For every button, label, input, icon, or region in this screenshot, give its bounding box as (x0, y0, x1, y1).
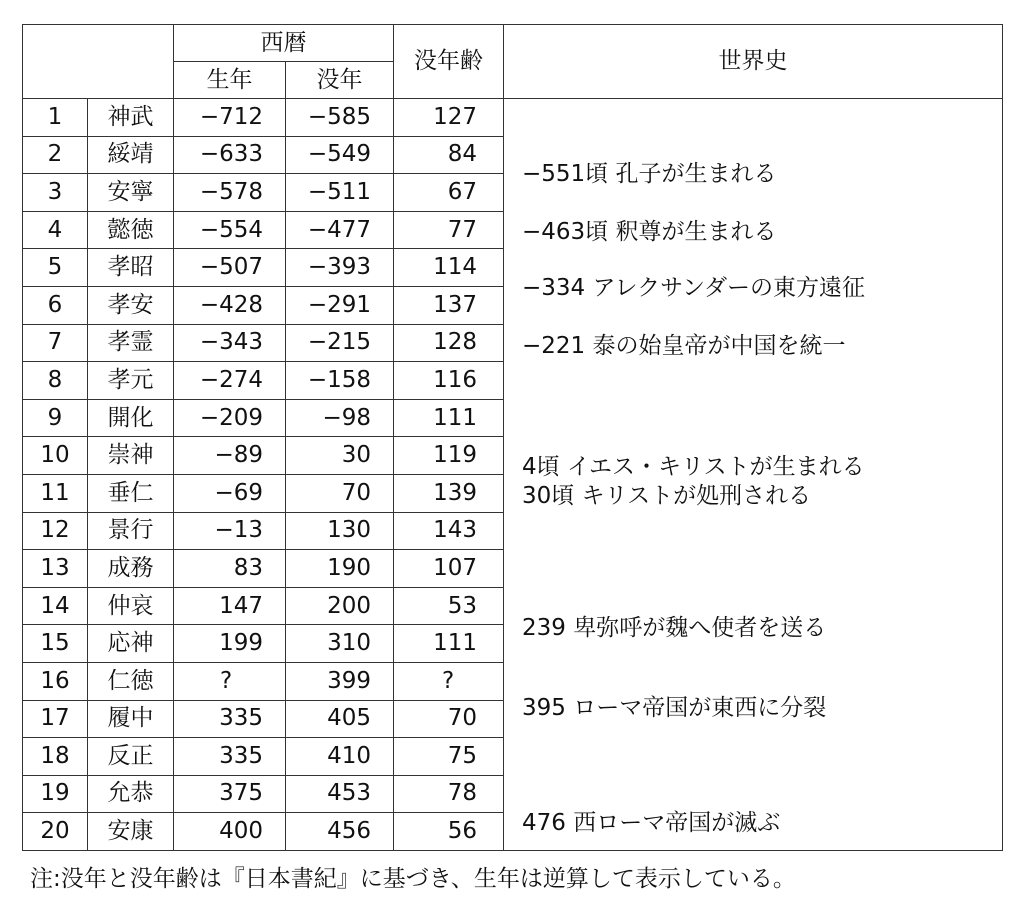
death-year: −511 (286, 174, 394, 212)
age-at-death: 78 (394, 775, 504, 813)
birth-year: −209 (174, 399, 286, 437)
death-year: −291 (286, 286, 394, 324)
row-number: 5 (23, 249, 88, 287)
row-number: 12 (23, 512, 88, 550)
row-number: 15 (23, 625, 88, 663)
age-at-death: 127 (394, 99, 504, 137)
death-year: 310 (286, 625, 394, 663)
death-year: 410 (286, 738, 394, 776)
death-year: 70 (286, 474, 394, 512)
birth-year: −507 (174, 249, 286, 287)
emperor-name: 安康 (88, 813, 174, 851)
age-at-death: 143 (394, 512, 504, 550)
emperor-name: 崇神 (88, 437, 174, 475)
birth-year: −578 (174, 174, 286, 212)
row-number: 9 (23, 399, 88, 437)
emperor-name: 綏靖 (88, 136, 174, 174)
emperor-name: 孝昭 (88, 249, 174, 287)
row-number: 8 (23, 362, 88, 400)
birth-year: −13 (174, 512, 286, 550)
death-year: −98 (286, 399, 394, 437)
age-at-death: 67 (394, 174, 504, 212)
emperor-name: 開化 (88, 399, 174, 437)
row-number: 7 (23, 324, 88, 362)
world-event: −334 アレクサンダーの東方遠征 (522, 275, 866, 301)
emperor-name: 孝元 (88, 362, 174, 400)
header-death: 没年 (286, 62, 394, 99)
table-row (23, 99, 1003, 137)
birth-year: −343 (174, 324, 286, 362)
birth-year: −428 (174, 286, 286, 324)
birth-year: −712 (174, 99, 286, 137)
emperor-name: 応神 (88, 625, 174, 663)
table-body (23, 99, 1003, 851)
age-at-death: 84 (394, 136, 504, 174)
death-year: −549 (286, 136, 394, 174)
emperor-name: 允恭 (88, 775, 174, 813)
emperor-name: 垂仁 (88, 474, 174, 512)
emperor-name: 懿徳 (88, 211, 174, 249)
age-at-death: 56 (394, 813, 504, 851)
footnote: 注:没年と没年齢は『日本書紀』に基づき、生年は逆算して表示している。 (30, 866, 796, 892)
row-number: 19 (23, 775, 88, 813)
emperor-name: 景行 (88, 512, 174, 550)
world-event: 239 卑弥呼が魏へ使者を送る (522, 615, 827, 641)
emperor-table (22, 24, 1003, 851)
age-at-death: 53 (394, 587, 504, 625)
birth-year: −69 (174, 474, 286, 512)
death-year: −215 (286, 324, 394, 362)
row-number: 3 (23, 174, 88, 212)
birth-year: 400 (174, 813, 286, 851)
row-number: 1 (23, 99, 88, 137)
header-world-history: 世界史 (504, 25, 1003, 99)
emperor-name: 孝霊 (88, 324, 174, 362)
row-number: 16 (23, 662, 88, 700)
emperor-name: 孝安 (88, 286, 174, 324)
world-event: −221 泰の始皇帝が中国を統一 (522, 333, 846, 359)
age-at-death: 111 (394, 625, 504, 663)
emperor-name: 履中 (88, 700, 174, 738)
age-at-death: 70 (394, 700, 504, 738)
death-year: 399 (286, 662, 394, 700)
row-number: 6 (23, 286, 88, 324)
header-age: 没年齢 (394, 25, 504, 99)
row-number: 2 (23, 136, 88, 174)
death-year: 200 (286, 587, 394, 625)
row-number: 11 (23, 474, 88, 512)
age-at-death: 114 (394, 249, 504, 287)
emperor-name: 仁徳 (88, 662, 174, 700)
age-at-death: 128 (394, 324, 504, 362)
emperor-name: 成務 (88, 550, 174, 588)
world-event: 395 ローマ帝国が東西に分裂 (522, 695, 827, 721)
age-at-death: 75 (394, 738, 504, 776)
birth-year: −554 (174, 211, 286, 249)
age-at-death: 139 (394, 474, 504, 512)
emperor-name: 神武 (88, 99, 174, 137)
header-seireki: 西暦 (174, 25, 394, 62)
birth-year: 83 (174, 550, 286, 588)
age-at-death: 119 (394, 437, 504, 475)
birth-year: 199 (174, 625, 286, 663)
row-number: 10 (23, 437, 88, 475)
header-birth: 生年 (174, 62, 286, 99)
emperor-name: 反正 (88, 738, 174, 776)
death-year: −158 (286, 362, 394, 400)
birth-year: −633 (174, 136, 286, 174)
death-year: 130 (286, 512, 394, 550)
emperor-name: 仲哀 (88, 587, 174, 625)
header-blank (23, 25, 174, 99)
world-event: −551頃 孔子が生まれる (522, 161, 777, 187)
age-at-death: 111 (394, 399, 504, 437)
world-event: 30頃 キリストが処刑される (522, 483, 812, 509)
birth-year: 147 (174, 587, 286, 625)
age-at-death: ? (394, 662, 504, 700)
age-at-death: 116 (394, 362, 504, 400)
age-at-death: 77 (394, 211, 504, 249)
world-event: 4頃 イエス・キリストが生まれる (522, 454, 865, 480)
row-number: 20 (23, 813, 88, 851)
world-event: 476 西ローマ帝国が滅ぶ (522, 810, 781, 836)
birth-year: 335 (174, 738, 286, 776)
death-year: 453 (286, 775, 394, 813)
birth-year: ? (174, 662, 286, 700)
death-year: −393 (286, 249, 394, 287)
age-at-death: 107 (394, 550, 504, 588)
row-number: 17 (23, 700, 88, 738)
emperor-name: 安寧 (88, 174, 174, 212)
age-at-death: 137 (394, 286, 504, 324)
death-year: 405 (286, 700, 394, 738)
birth-year: −89 (174, 437, 286, 475)
world-history-cell (504, 99, 1003, 851)
row-number: 13 (23, 550, 88, 588)
row-number: 18 (23, 738, 88, 776)
death-year: 456 (286, 813, 394, 851)
birth-year: 375 (174, 775, 286, 813)
world-event: −463頃 釈尊が生まれる (522, 219, 777, 245)
row-number: 14 (23, 587, 88, 625)
row-number: 4 (23, 211, 88, 249)
death-year: −585 (286, 99, 394, 137)
death-year: 190 (286, 550, 394, 588)
birth-year: −274 (174, 362, 286, 400)
death-year: 30 (286, 437, 394, 475)
birth-year: 335 (174, 700, 286, 738)
death-year: −477 (286, 211, 394, 249)
